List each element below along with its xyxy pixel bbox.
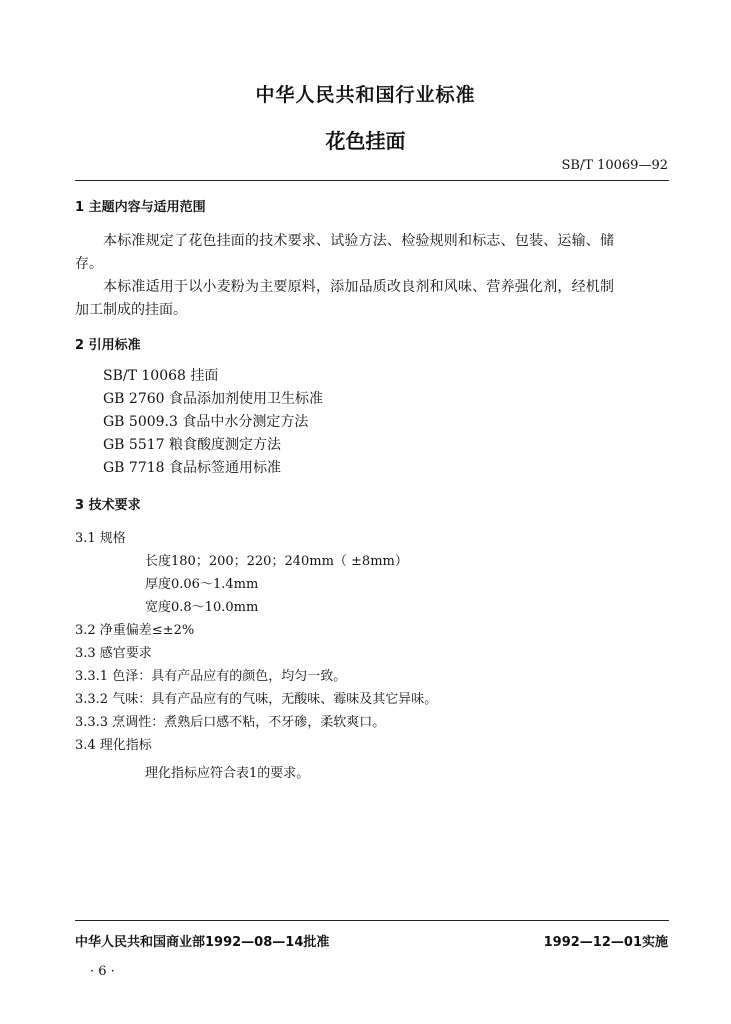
reference-item: GB 5517 粮食酸度测定方法 <box>103 437 282 453</box>
section-3-3-2: 3.3.2 气味：具有产品应有的气味，无酸味、霉味及其它异味。 <box>75 692 438 707</box>
header-rule <box>75 180 669 181</box>
reference-item: GB 7718 食品标签通用标准 <box>103 460 282 476</box>
reference-item: SB/T 10068 挂面 <box>103 368 219 384</box>
footer-rule <box>75 920 669 921</box>
section-3-3-1: 3.3.1 色泽：具有产品应有的颜色，均匀一致。 <box>75 669 347 684</box>
section-3-4-text: 理化指标应符合表1的要求。 <box>145 766 310 781</box>
spec-width: 宽度0.8～10.0mm <box>145 600 259 615</box>
approval-statement: 中华人民共和国商业部1992—08—14批准 <box>75 935 330 950</box>
implementation-date: 1992—12—01实施 <box>543 935 668 950</box>
reference-item: GB 5009.3 食品中水分测定方法 <box>103 414 309 430</box>
spec-thickness: 厚度0.06～1.4mm <box>145 577 259 592</box>
section-3-3-3: 3.3.3 烹调性：煮熟后口感不粘，不牙碜，柔软爽口。 <box>75 715 386 730</box>
section-3-heading: 3 技术要求 <box>75 498 141 513</box>
standard-number: SB/T 10069—92 <box>561 158 668 173</box>
section-3-3-heading: 3.3 感官要求 <box>75 646 152 661</box>
reference-item: GB 2760 食品添加剂使用卫生标准 <box>103 391 324 407</box>
section-3-1-heading: 3.1 规格 <box>75 531 126 546</box>
doc-title: 花色挂面 <box>325 129 406 153</box>
org-title: 中华人民共和国行业标准 <box>255 84 476 106</box>
section-3-2: 3.2 净重偏差≤±2% <box>75 623 195 638</box>
section-1-para-2a: 本标准适用于以小麦粉为主要原料，添加品质改良剂和风味、营养强化剂，经机制 <box>103 279 615 295</box>
page-number: · 6 · <box>90 964 115 979</box>
section-2-heading: 2 引用标准 <box>75 338 141 353</box>
section-3-4-heading: 3.4 理化指标 <box>75 738 152 753</box>
section-1-heading: 1 主题内容与适用范围 <box>75 200 206 215</box>
section-1-para-1b: 存。 <box>75 256 103 272</box>
section-1-para-2b: 加工制成的挂面。 <box>75 302 187 318</box>
section-1-para-1a: 本标准规定了花色挂面的技术要求、试验方法、检验规则和标志、包装、运输、储 <box>103 233 615 249</box>
spec-length: 长度180；200；220；240mm（ ±8mm） <box>145 554 408 569</box>
